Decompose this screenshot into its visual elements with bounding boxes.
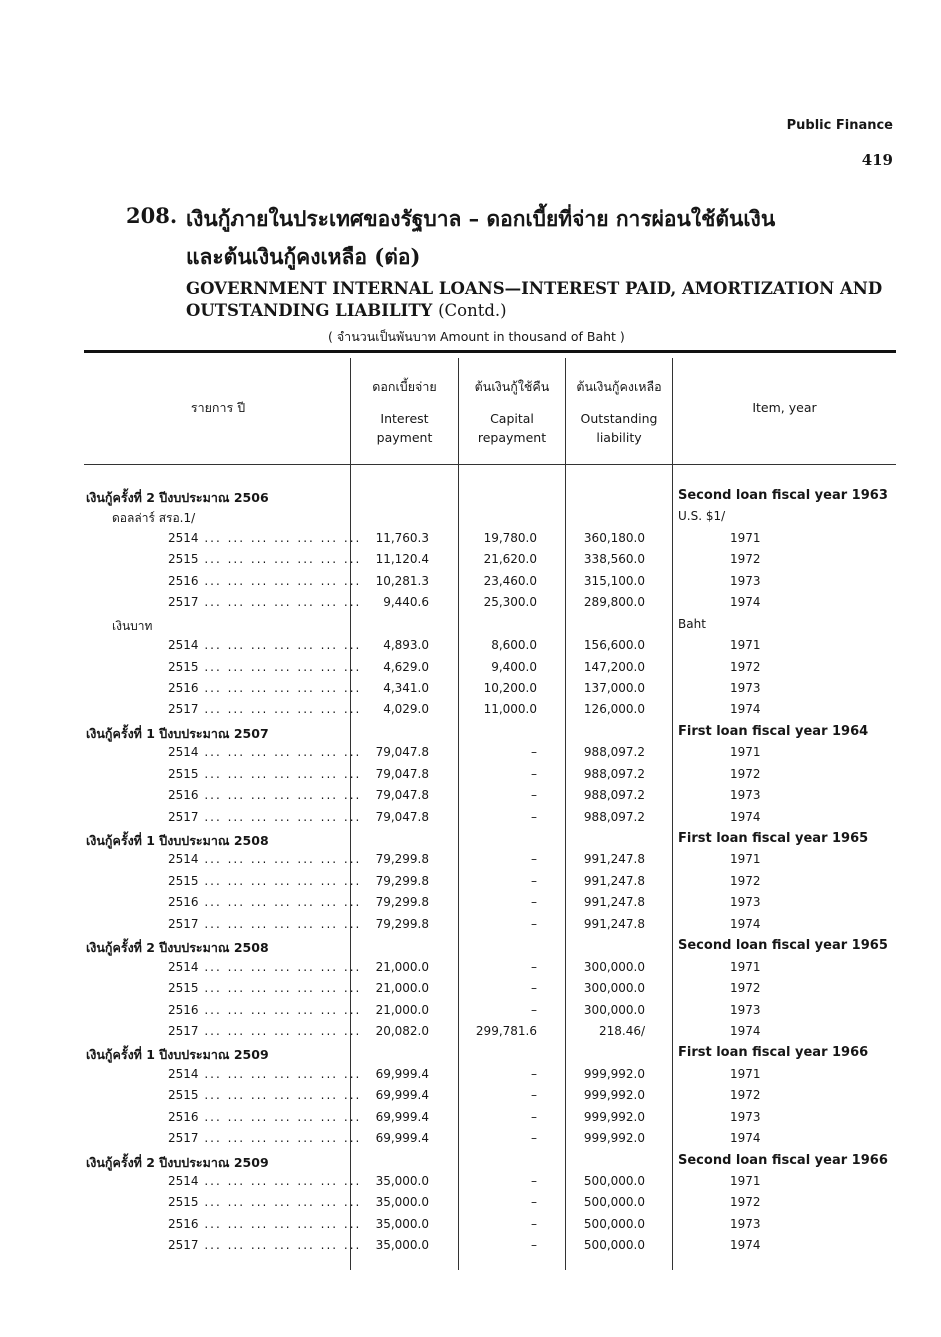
loan-group-item: Second loan fiscal year 1963 bbox=[678, 488, 888, 503]
interest-value: 35,000.0 bbox=[375, 1238, 429, 1253]
english-year: 1972 bbox=[730, 552, 761, 567]
outstanding-value: 315,100.0 bbox=[583, 573, 645, 588]
leader-dots: ... ... ... ... ... ... ... bbox=[198, 680, 362, 695]
capital-value: – bbox=[531, 745, 537, 760]
column-header-interest bbox=[351, 377, 458, 447]
page-number: 419 bbox=[861, 151, 893, 169]
loan-group-row bbox=[0, 722, 941, 743]
thai-year: 2515 bbox=[168, 766, 199, 781]
interest-value: 79,299.8 bbox=[375, 873, 429, 888]
year-label bbox=[86, 702, 361, 716]
leader-dots: ... ... ... ... ... ... ... bbox=[198, 895, 362, 910]
table-row bbox=[0, 872, 941, 893]
english-year: 1971 bbox=[730, 959, 761, 974]
thai-year: 2517 bbox=[168, 809, 199, 824]
outstanding-value: 147,200.0 bbox=[583, 659, 645, 674]
outstanding-value: 999,992.0 bbox=[583, 1109, 645, 1124]
thai-year: 2517 bbox=[168, 595, 199, 610]
outstanding-value: 988,097.2 bbox=[583, 809, 645, 824]
outstanding-value: 999,992.0 bbox=[583, 1066, 645, 1081]
table-row bbox=[0, 658, 941, 679]
thai-year: 2517 bbox=[168, 1131, 199, 1146]
leader-dots: ... ... ... ... ... ... ... bbox=[198, 852, 362, 867]
year-label bbox=[86, 960, 361, 974]
thai-year: 2517 bbox=[168, 702, 199, 717]
leader-dots: ... ... ... ... ... ... ... bbox=[198, 638, 362, 653]
loan-group-label: เงินกู้ครั้งที่ 2 ปีงบประมาณ 2506 bbox=[86, 490, 269, 505]
currency-label: เงินบาท bbox=[112, 618, 153, 633]
thai-year: 2516 bbox=[168, 788, 199, 803]
outstanding-value: 300,000.0 bbox=[583, 1002, 645, 1017]
thai-year: 2514 bbox=[168, 959, 199, 974]
outstanding-value: 156,600.0 bbox=[583, 638, 645, 653]
title-thai-line-2: และต้นเงินกู้คงเหลือ (ต่อ) bbox=[186, 244, 421, 269]
outstanding-value: 289,800.0 bbox=[583, 595, 645, 610]
table-row bbox=[0, 765, 941, 786]
capital-en-2: repayment bbox=[477, 430, 547, 445]
table-row bbox=[0, 572, 941, 593]
leader-dots: ... ... ... ... ... ... ... bbox=[198, 981, 362, 996]
outstanding-thai: ต้นเงินกู้คงเหลือ bbox=[576, 379, 662, 394]
thai-year: 2515 bbox=[168, 1195, 199, 1210]
year-label bbox=[86, 638, 361, 652]
leader-dots: ... ... ... ... ... ... ... bbox=[198, 1088, 362, 1103]
leader-dots: ... ... ... ... ... ... ... bbox=[198, 1002, 362, 1017]
table-row bbox=[0, 1108, 941, 1129]
currency-label: ดอลล่าร์ สรอ.1/ bbox=[112, 511, 196, 526]
year-label bbox=[86, 917, 361, 931]
capital-value: 9,400.0 bbox=[491, 659, 537, 674]
interest-value: 69,999.4 bbox=[375, 1109, 429, 1124]
leader-dots: ... ... ... ... ... ... ... bbox=[198, 1023, 362, 1038]
table-row bbox=[0, 636, 941, 657]
table-number: 208. bbox=[126, 203, 178, 228]
outstanding-en-2: liability bbox=[596, 430, 642, 445]
capital-value: 10,200.0 bbox=[483, 680, 537, 695]
title-contd: (Contd.) bbox=[438, 301, 507, 320]
capital-value: – bbox=[531, 852, 537, 867]
year-label bbox=[86, 1024, 361, 1038]
outstanding-en-1: Outstanding bbox=[580, 411, 658, 426]
leader-dots: ... ... ... ... ... ... ... bbox=[198, 745, 362, 760]
english-year: 1974 bbox=[730, 916, 761, 931]
year-label bbox=[86, 531, 361, 545]
table-top-rule bbox=[84, 350, 896, 353]
capital-value: – bbox=[531, 1109, 537, 1124]
english-year: 1971 bbox=[730, 1174, 761, 1188]
interest-value: 11,120.4 bbox=[375, 552, 429, 567]
interest-value: 21,000.0 bbox=[375, 959, 429, 974]
thai-year: 2516 bbox=[168, 1109, 199, 1124]
interest-value: 69,999.4 bbox=[375, 1131, 429, 1146]
english-year: 1971 bbox=[730, 530, 761, 545]
table-row bbox=[0, 1065, 941, 1086]
capital-value: – bbox=[531, 895, 537, 910]
leader-dots: ... ... ... ... ... ... ... bbox=[198, 766, 362, 781]
capital-value: – bbox=[531, 981, 537, 996]
leader-dots: ... ... ... ... ... ... ... bbox=[198, 1109, 362, 1124]
outstanding-value: 999,992.0 bbox=[583, 1131, 645, 1146]
english-year: 1973 bbox=[730, 573, 761, 588]
thai-year: 2514 bbox=[168, 852, 199, 867]
english-year: 1974 bbox=[730, 1131, 761, 1146]
thai-year: 2514 bbox=[168, 1066, 199, 1081]
column-header-item-thai: รายการ ปี bbox=[190, 400, 246, 415]
interest-value: 35,000.0 bbox=[375, 1174, 429, 1188]
english-year: 1974 bbox=[730, 1238, 761, 1253]
loan-group-label: เงินกู้ครั้งที่ 2 ปีงบประมาณ 2508 bbox=[86, 940, 269, 956]
thai-year: 2515 bbox=[168, 659, 199, 674]
column-header-item-english: Item, year bbox=[752, 400, 817, 415]
outstanding-value: 338,560.0 bbox=[583, 552, 645, 567]
english-year: 1971 bbox=[730, 638, 761, 653]
english-year: 1974 bbox=[730, 595, 761, 610]
table-row bbox=[0, 1172, 941, 1193]
loan-group-label: เงินกู้ครั้งที่ 1 ปีงบประมาณ 2509 bbox=[86, 1047, 269, 1063]
table-row bbox=[0, 893, 941, 914]
thai-year: 2514 bbox=[168, 638, 199, 653]
year-label bbox=[86, 1217, 361, 1231]
leader-dots: ... ... ... ... ... ... ... bbox=[198, 1131, 362, 1146]
currency-row bbox=[0, 615, 941, 636]
table-row bbox=[0, 808, 941, 829]
interest-value: 79,047.8 bbox=[375, 788, 429, 803]
capital-value: 8,600.0 bbox=[491, 638, 537, 653]
capital-value: 19,780.0 bbox=[483, 530, 537, 545]
loan-group-row bbox=[0, 486, 941, 507]
thai-year: 2514 bbox=[168, 1174, 199, 1188]
table-row bbox=[0, 679, 941, 700]
thai-year: 2516 bbox=[168, 1002, 199, 1017]
outstanding-value: 500,000.0 bbox=[583, 1238, 645, 1253]
outstanding-value: 137,000.0 bbox=[583, 680, 645, 695]
loan-group-label: เงินกู้ครั้งที่ 2 ปีงบประมาณ 2509 bbox=[86, 1154, 269, 1170]
capital-value: – bbox=[531, 1088, 537, 1103]
capital-value: – bbox=[531, 1066, 537, 1081]
interest-value: 79,047.8 bbox=[375, 766, 429, 781]
year-label bbox=[86, 1238, 361, 1252]
interest-value: 79,047.8 bbox=[375, 809, 429, 824]
leader-dots: ... ... ... ... ... ... ... bbox=[198, 552, 362, 567]
capital-value: 11,000.0 bbox=[483, 702, 537, 717]
capital-value: – bbox=[531, 1131, 537, 1146]
title-english-line-1: GOVERNMENT INTERNAL LOANS—INTEREST PAID, AMORTIZATION AND bbox=[186, 279, 883, 298]
thai-year: 2514 bbox=[168, 745, 199, 760]
english-year: 1971 bbox=[730, 852, 761, 867]
outstanding-value: 300,000.0 bbox=[583, 959, 645, 974]
year-label bbox=[86, 810, 361, 824]
currency-item: Baht bbox=[678, 616, 706, 631]
capital-value: – bbox=[531, 959, 537, 974]
table-row bbox=[0, 550, 941, 571]
loan-group-label: เงินกู้ครั้งที่ 1 ปีงบประมาณ 2508 bbox=[86, 833, 269, 848]
thai-year: 2516 bbox=[168, 1216, 199, 1231]
currency-item: U.S. $1/ bbox=[678, 509, 726, 524]
thai-year: 2517 bbox=[168, 916, 199, 931]
english-year: 1973 bbox=[730, 1109, 761, 1124]
english-year: 1973 bbox=[730, 1216, 761, 1231]
interest-value: 9,440.6 bbox=[383, 595, 429, 610]
outstanding-value: 988,097.2 bbox=[583, 745, 645, 760]
table-row bbox=[0, 979, 941, 1000]
outstanding-value: 360,180.0 bbox=[583, 530, 645, 545]
table-row bbox=[0, 1001, 941, 1022]
year-label bbox=[86, 767, 361, 781]
english-year: 1973 bbox=[730, 1002, 761, 1017]
english-year: 1974 bbox=[730, 702, 761, 717]
capital-value: 23,460.0 bbox=[483, 573, 537, 588]
table-row bbox=[0, 700, 941, 721]
capital-value: – bbox=[531, 916, 537, 931]
table-row bbox=[0, 1236, 941, 1257]
outstanding-value: 500,000.0 bbox=[583, 1195, 645, 1210]
english-year: 1973 bbox=[730, 895, 761, 910]
loan-group-row bbox=[0, 1151, 941, 1172]
year-label bbox=[86, 895, 361, 909]
year-label bbox=[86, 552, 361, 566]
capital-value: – bbox=[531, 1174, 537, 1188]
interest-value: 69,999.4 bbox=[375, 1066, 429, 1081]
leader-dots: ... ... ... ... ... ... ... bbox=[198, 1195, 362, 1210]
outstanding-value: 999,992.0 bbox=[583, 1088, 645, 1103]
english-year: 1973 bbox=[730, 788, 761, 803]
interest-value: 35,000.0 bbox=[375, 1216, 429, 1231]
table-body bbox=[0, 486, 941, 1258]
leader-dots: ... ... ... ... ... ... ... bbox=[198, 659, 362, 674]
loan-group-row bbox=[0, 829, 941, 850]
year-label bbox=[86, 1067, 361, 1081]
leader-dots: ... ... ... ... ... ... ... bbox=[198, 1238, 362, 1253]
table-row bbox=[0, 1022, 941, 1043]
capital-value: – bbox=[531, 1238, 537, 1253]
outstanding-value: 991,247.8 bbox=[583, 873, 645, 888]
outstanding-value: 126,000.0 bbox=[583, 702, 645, 717]
english-year: 1972 bbox=[730, 873, 761, 888]
capital-value: 299,781.6 bbox=[475, 1023, 537, 1038]
leader-dots: ... ... ... ... ... ... ... bbox=[198, 595, 362, 610]
table-row bbox=[0, 958, 941, 979]
leader-dots: ... ... ... ... ... ... ... bbox=[198, 959, 362, 974]
capital-value: – bbox=[531, 873, 537, 888]
outstanding-value: 991,247.8 bbox=[583, 895, 645, 910]
loan-group-item: Second loan fiscal year 1965 bbox=[678, 938, 888, 954]
loan-group-label: เงินกู้ครั้งที่ 1 ปีงบประมาณ 2507 bbox=[86, 725, 269, 741]
thai-year: 2515 bbox=[168, 981, 199, 996]
capital-value: – bbox=[531, 809, 537, 824]
interest-value: 11,760.3 bbox=[375, 530, 429, 545]
capital-en-1: Capital bbox=[490, 411, 534, 426]
table-row bbox=[0, 786, 941, 807]
outstanding-value: 988,097.2 bbox=[583, 766, 645, 781]
loan-group-row bbox=[0, 1043, 941, 1064]
leader-dots: ... ... ... ... ... ... ... bbox=[198, 809, 362, 824]
capital-value: – bbox=[531, 788, 537, 803]
capital-value: 21,620.0 bbox=[483, 552, 537, 567]
interest-value: 20,082.0 bbox=[375, 1023, 429, 1038]
section-name: Public Finance bbox=[786, 118, 893, 133]
title-thai-line-1: เงินกู้ภายในประเทศของรัฐบาล – ดอกเบี้ยที่จ่าย การผ่อนใช้ต้นเงิน bbox=[186, 206, 776, 231]
units-note: ( จำนวนเป็นพันบาท Amount in thousand of Baht ) bbox=[328, 329, 625, 344]
table-row bbox=[0, 1193, 941, 1214]
loan-group-row bbox=[0, 936, 941, 957]
outstanding-value: 988,097.2 bbox=[583, 788, 645, 803]
interest-value: 79,299.8 bbox=[375, 852, 429, 867]
interest-en-2: payment bbox=[376, 430, 433, 445]
leader-dots: ... ... ... ... ... ... ... bbox=[198, 1216, 362, 1231]
interest-value: 35,000.0 bbox=[375, 1195, 429, 1210]
english-year: 1973 bbox=[730, 680, 761, 695]
interest-value: 69,999.4 bbox=[375, 1088, 429, 1103]
outstanding-value: 500,000.0 bbox=[583, 1216, 645, 1231]
year-label bbox=[86, 1174, 361, 1188]
leader-dots: ... ... ... ... ... ... ... bbox=[198, 916, 362, 931]
thai-year: 2515 bbox=[168, 552, 199, 567]
thai-year: 2515 bbox=[168, 873, 199, 888]
interest-value: 79,299.8 bbox=[375, 916, 429, 931]
table-row bbox=[0, 593, 941, 614]
capital-value: 25,300.0 bbox=[483, 595, 537, 610]
table-row bbox=[0, 529, 941, 550]
table-row bbox=[0, 743, 941, 764]
outstanding-value: 991,247.8 bbox=[583, 852, 645, 867]
interest-value: 21,000.0 bbox=[375, 1002, 429, 1017]
thai-year: 2515 bbox=[168, 1088, 199, 1103]
year-label bbox=[86, 574, 361, 588]
interest-en-1: Interest bbox=[380, 411, 429, 426]
column-header-outstanding bbox=[566, 377, 672, 447]
capital-value: – bbox=[531, 1195, 537, 1210]
thai-year: 2516 bbox=[168, 573, 199, 588]
outstanding-value: 300,000.0 bbox=[583, 981, 645, 996]
thai-year: 2514 bbox=[168, 530, 199, 545]
leader-dots: ... ... ... ... ... ... ... bbox=[198, 1066, 362, 1081]
year-label bbox=[86, 1003, 361, 1017]
year-label bbox=[86, 852, 361, 866]
interest-value: 4,893.0 bbox=[383, 638, 429, 653]
capital-thai: ต้นเงินกู้ใช้คืน bbox=[474, 379, 550, 394]
year-label bbox=[86, 1195, 361, 1209]
thai-year: 2517 bbox=[168, 1023, 199, 1038]
leader-dots: ... ... ... ... ... ... ... bbox=[198, 530, 362, 545]
english-year: 1972 bbox=[730, 659, 761, 674]
interest-value: 4,341.0 bbox=[383, 680, 429, 695]
year-label bbox=[86, 595, 361, 609]
english-year: 1972 bbox=[730, 1088, 761, 1103]
interest-value: 10,281.3 bbox=[375, 573, 429, 588]
outstanding-value: 218.46/ bbox=[598, 1023, 645, 1038]
capital-value: – bbox=[531, 1002, 537, 1017]
table-row bbox=[0, 915, 941, 936]
leader-dots: ... ... ... ... ... ... ... bbox=[198, 788, 362, 803]
table-row bbox=[0, 1215, 941, 1236]
capital-value: – bbox=[531, 766, 537, 781]
english-year: 1974 bbox=[730, 1023, 761, 1038]
leader-dots: ... ... ... ... ... ... ... bbox=[198, 873, 362, 888]
english-year: 1972 bbox=[730, 1195, 761, 1210]
year-label bbox=[86, 1088, 361, 1102]
title-english-line-2 bbox=[186, 301, 507, 320]
year-label bbox=[86, 874, 361, 888]
interest-value: 79,299.8 bbox=[375, 895, 429, 910]
year-label bbox=[86, 681, 361, 695]
english-year: 1972 bbox=[730, 981, 761, 996]
loan-group-item: First loan fiscal year 1964 bbox=[678, 723, 869, 739]
year-label bbox=[86, 660, 361, 674]
table-row bbox=[0, 850, 941, 871]
year-label bbox=[86, 745, 361, 759]
english-year: 1971 bbox=[730, 1066, 761, 1081]
column-header-capital bbox=[459, 377, 565, 447]
interest-value: 4,629.0 bbox=[383, 659, 429, 674]
thai-year: 2516 bbox=[168, 680, 199, 695]
year-label bbox=[86, 981, 361, 995]
thai-year: 2516 bbox=[168, 895, 199, 910]
outstanding-value: 500,000.0 bbox=[583, 1174, 645, 1188]
thai-year: 2517 bbox=[168, 1238, 199, 1253]
year-label bbox=[86, 1110, 361, 1124]
leader-dots: ... ... ... ... ... ... ... bbox=[198, 702, 362, 717]
english-year: 1974 bbox=[730, 809, 761, 824]
loan-group-item: First loan fiscal year 1966 bbox=[678, 1045, 869, 1061]
outstanding-value: 991,247.8 bbox=[583, 916, 645, 931]
english-year: 1971 bbox=[730, 745, 761, 760]
loan-group-item: First loan fiscal year 1965 bbox=[678, 831, 869, 846]
year-label bbox=[86, 1131, 361, 1145]
year-label bbox=[86, 788, 361, 802]
table-row bbox=[0, 1129, 941, 1150]
leader-dots: ... ... ... ... ... ... ... bbox=[198, 573, 362, 588]
interest-value: 79,047.8 bbox=[375, 745, 429, 760]
interest-value: 21,000.0 bbox=[375, 981, 429, 996]
interest-value: 4,029.0 bbox=[383, 702, 429, 717]
english-year: 1972 bbox=[730, 766, 761, 781]
title-english-text: OUTSTANDING LIABILITY bbox=[186, 301, 433, 320]
header-bottom-rule bbox=[84, 464, 896, 465]
interest-thai: ดอกเบี้ยจ่าย bbox=[372, 379, 437, 394]
currency-row bbox=[0, 507, 941, 528]
loan-group-item: Second loan fiscal year 1966 bbox=[678, 1152, 888, 1168]
leader-dots: ... ... ... ... ... ... ... bbox=[198, 1174, 362, 1188]
capital-value: – bbox=[531, 1216, 537, 1231]
table-row bbox=[0, 1086, 941, 1107]
